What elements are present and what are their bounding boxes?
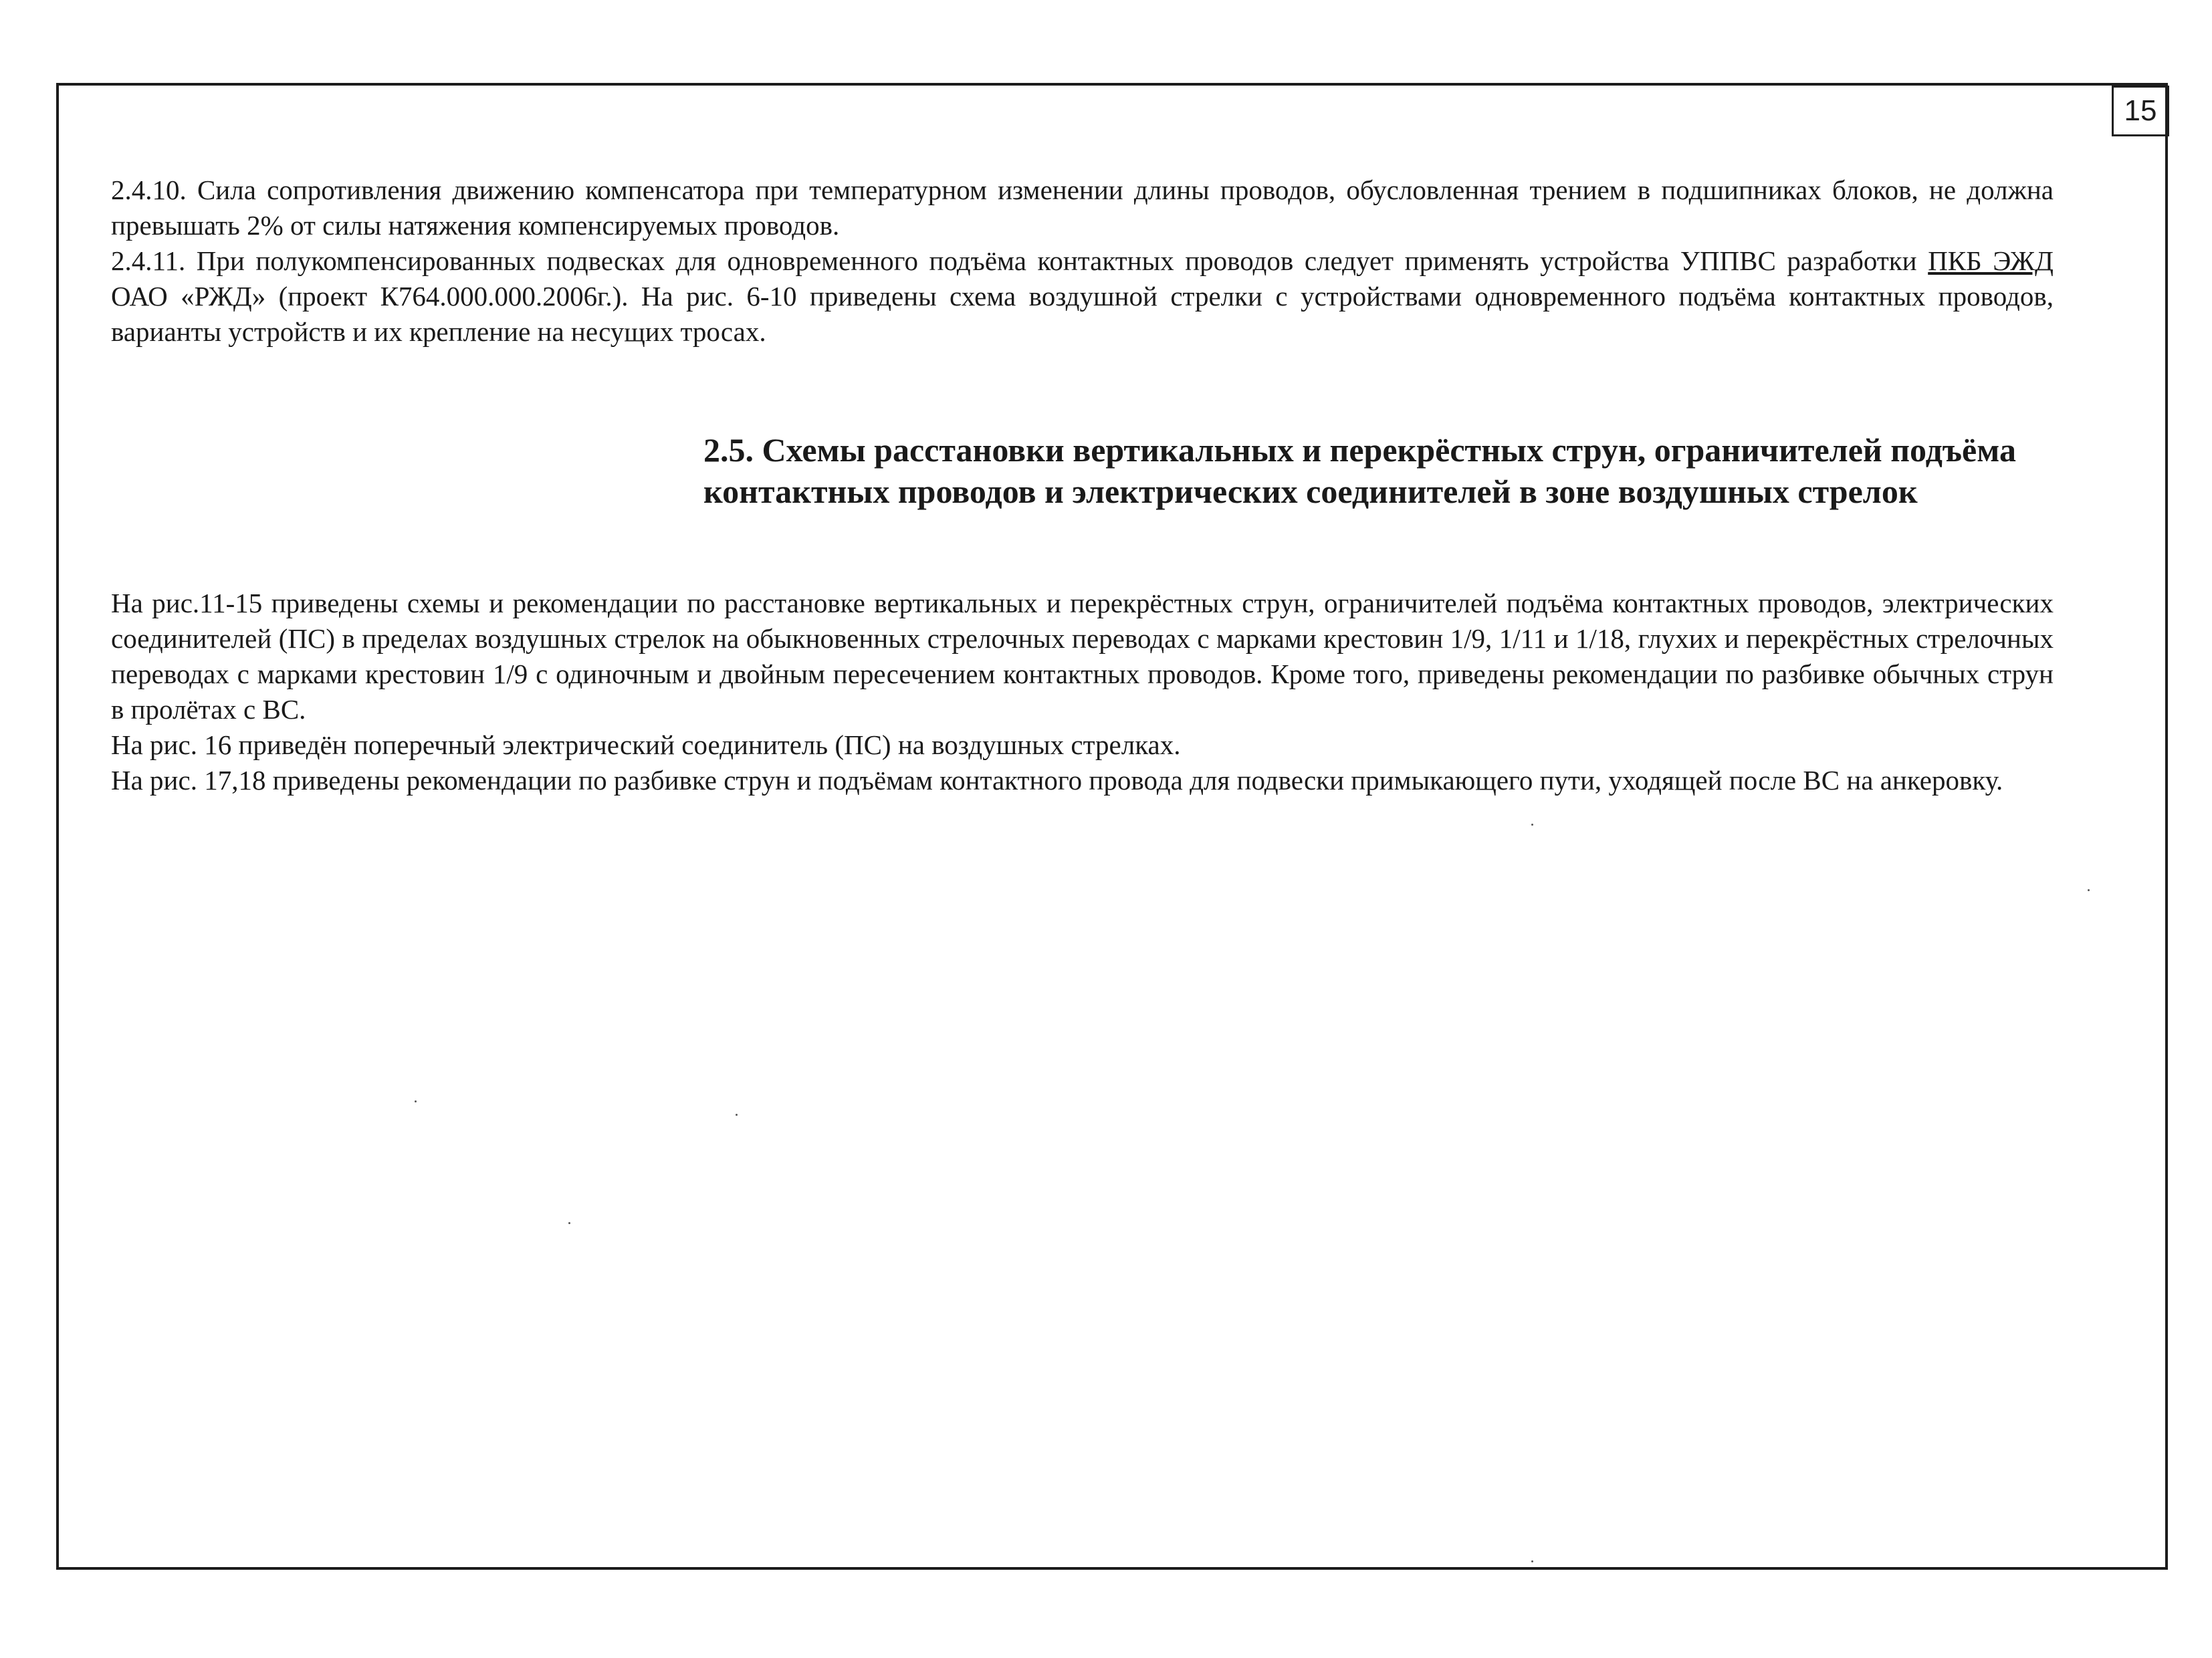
paragraph-2-4-10: 2.4.10. Сила сопротивления движению компенсатора при температурном изменении длины проводов, обусловленная трением в подшипниках блоков, не должна превышать 2% от силы натяжения компенсируемых проводов. bbox=[111, 174, 2054, 241]
body-paragraph-figures-17-18: На рис. 17,18 приведены рекомендации по разбивке струн и подъёмам контактного провода для подвески примыкающего пути, уходящей после ВС на анкеровку. bbox=[111, 765, 2003, 796]
paragraph-2-4-11-text-end: ОАО «РЖД» (проект К764.000.000.2006г.). На рис. 6-10 приведены схема воздушной стрелки с устройствами одновременного подъёма контактных проводов, варианты устройств и их крепление на несущих тросах. bbox=[111, 281, 2054, 347]
scan-speck bbox=[415, 1100, 417, 1102]
scan-speck bbox=[1531, 824, 1533, 826]
paragraph-2-4-11 bbox=[111, 243, 2054, 350]
body-paragraph-figure-16: На рис. 16 приведён поперечный электрический соединитель (ПС) на воздушных стрелках. bbox=[111, 729, 1181, 760]
scan-speck bbox=[1531, 1560, 1533, 1562]
scan-speck bbox=[2088, 889, 2090, 891]
scan-speck bbox=[568, 1222, 570, 1224]
section-heading-2-5: 2.5. Схемы расстановки вертикальных и перекрёстных струн, ограничителей подъёма контактных проводов и электрических соединителей в зоне воздушных стрелок bbox=[703, 431, 2016, 510]
organization-abbreviation: ПКБ ЭЖД bbox=[1928, 245, 2054, 276]
page-number: 15 bbox=[2112, 86, 2169, 136]
body-paragraph-figures-11-15: На рис.11-15 приведены схемы и рекомендации по расстановке вертикальных и перекрёстных струн, ограничителей подъёма контактных проводов, электрических соединителей (ПС) в пределах воздушных стрелок на обыкновенных стрелочных переводах с марками крестовин 1/9, 1/11 и 1/18, глухих и перекрёстных стрелочных переводах с марками крестовин 1/9 с одиночным и двойным пересечением контактных проводов. Кроме того, приведены рекомендации по разбивке обычных струн в пролётах с ВС. bbox=[111, 588, 2054, 725]
paragraph-2-4-11-text-start: 2.4.11. При полукомпенсированных подвесках для одновременного подъёма контактных проводов следует применять устройства УППВС разработки bbox=[111, 245, 1928, 276]
scan-speck bbox=[736, 1114, 738, 1116]
